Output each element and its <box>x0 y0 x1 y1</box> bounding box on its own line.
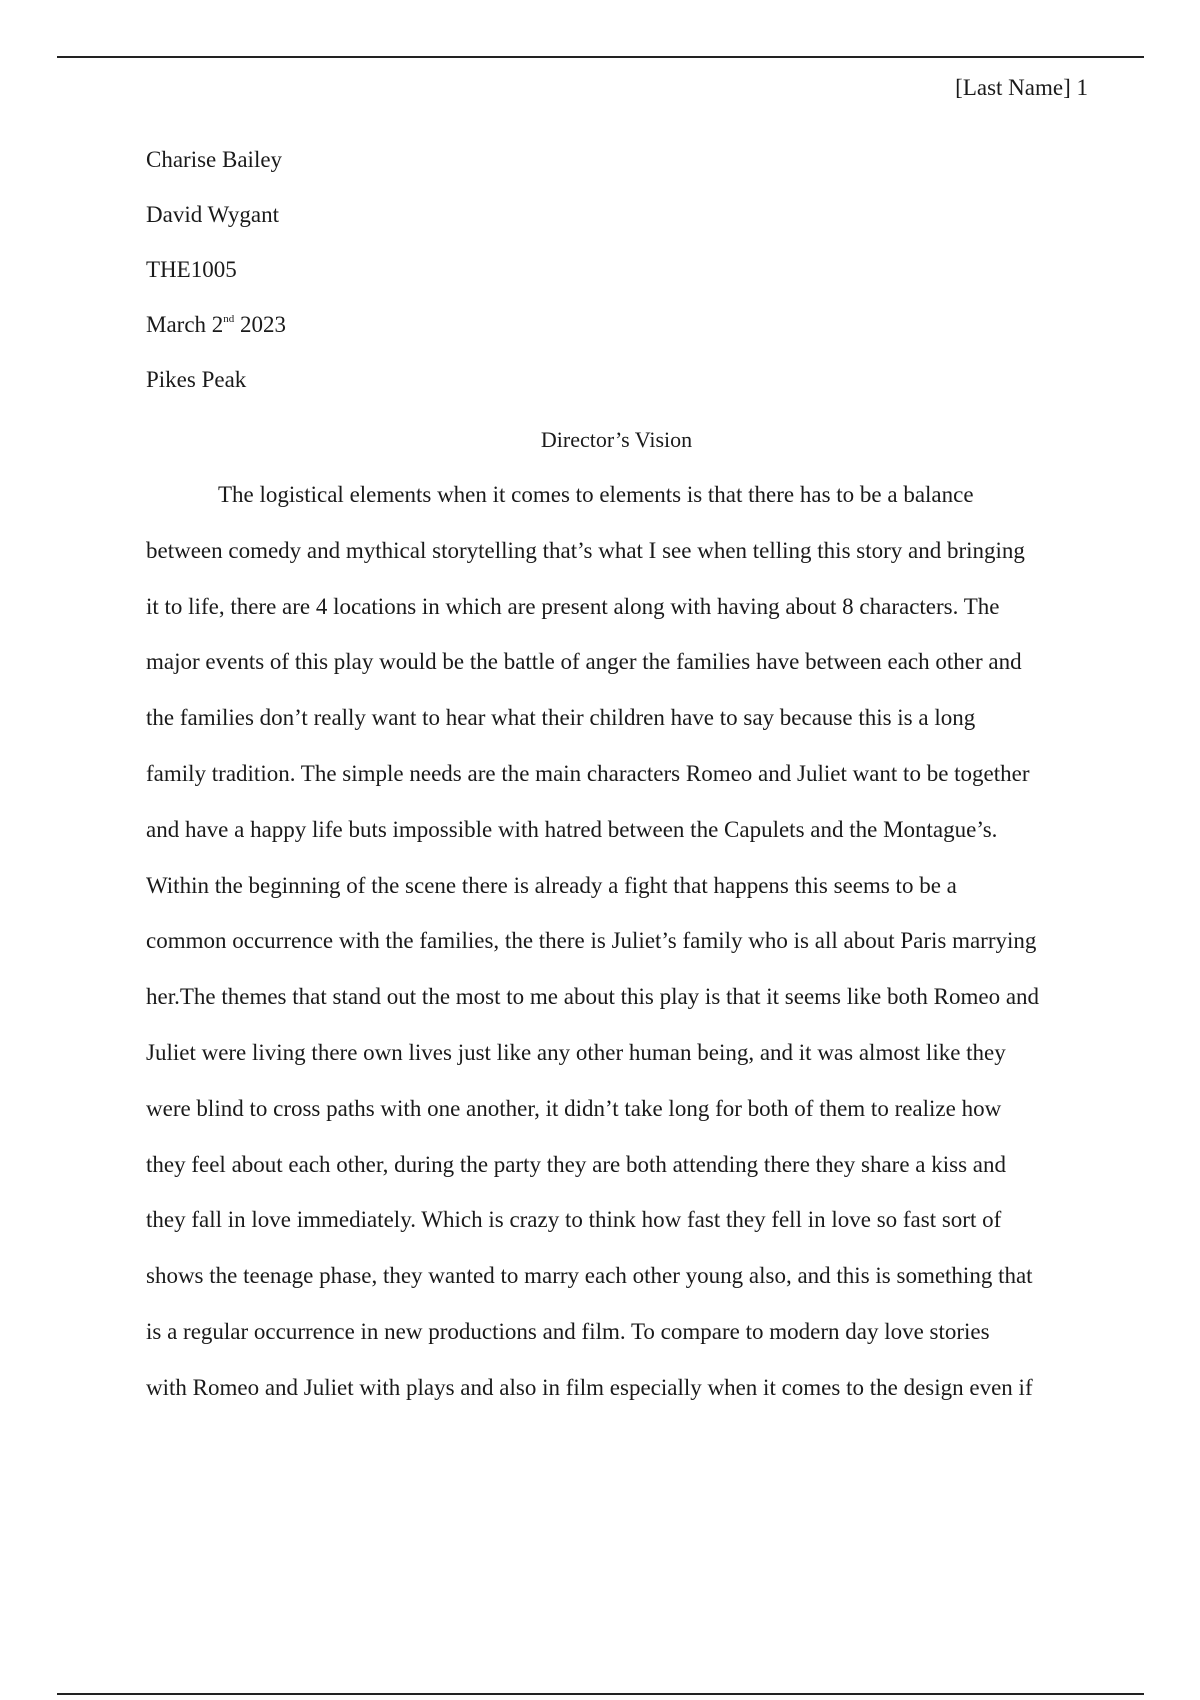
body-text-line: Juliet were living there own lives just like any other human being, and it was almost like they <box>146 1039 1006 1065</box>
mla-heading <box>146 140 286 415</box>
body-text-line: the families don’t really want to hear what their children have to say because this is a long <box>146 705 976 731</box>
page-bottom-divider <box>57 1693 1144 1695</box>
body-text-line: they feel about each other, during the party they are both attending there they share a kiss and <box>146 1151 1006 1177</box>
body-text-line: with Romeo and Juliet with plays and also in film especially when it comes to the design even if <box>146 1374 1033 1400</box>
body-text-line: and have a happy life buts impossible with hatred between the Capulets and the Montague’s. <box>146 816 998 842</box>
body-text-line: shows the teenage phase, they wanted to marry each other young also, and this is something that <box>146 1263 1033 1289</box>
school-name: Pikes Peak <box>146 367 247 392</box>
body-text-line: it to life, there are 4 locations in which are present along with having about 8 characters. The <box>146 593 1000 619</box>
body-text-line: Within the beginning of the scene there is already a fight that happens this seems to be a <box>146 872 957 898</box>
date-year: 2023 <box>234 312 287 337</box>
author-name: Charise Bailey <box>146 147 283 172</box>
body-text-line: is a regular occurrence in new productions and film. To compare to modern day love stories <box>146 1318 990 1344</box>
course-code: THE1005 <box>146 257 237 282</box>
submission-date <box>146 305 286 360</box>
body-text-line: were blind to cross paths with one another, it didn’t take long for both of them to realize how <box>146 1095 1002 1121</box>
page-top-divider <box>57 56 1144 58</box>
running-head: [Last Name] 1 <box>955 75 1088 100</box>
body-text-line: The logistical elements when it comes to elements is that there has to be a balance <box>218 482 974 507</box>
body-text-line: between comedy and mythical storytelling that’s what I see when telling this story and bringing <box>146 537 1025 563</box>
essay-title: Director’s Vision <box>540 427 693 452</box>
body-text-line: her.The themes that stand out the most to me about this play is that it seems like both Romeo and <box>146 984 1040 1010</box>
body-text-line: family tradition. The simple needs are the main characters Romeo and Juliet want to be together <box>146 760 1030 786</box>
body-text-line: they fall in love immediately. Which is crazy to think how fast they fell in love so fast sort of <box>146 1207 1002 1233</box>
instructor-name: David Wygant <box>146 202 279 227</box>
date-ordinal-suffix: nd <box>223 313 235 325</box>
body-text-line: common occurrence with the families, the there is Juliet’s family who is all about Paris marrying <box>146 928 1037 954</box>
body-text-line: major events of this play would be the battle of anger the families have between each other and <box>146 649 1022 675</box>
date-month-day: March 2 <box>146 312 224 337</box>
essay-body <box>146 475 1039 1424</box>
